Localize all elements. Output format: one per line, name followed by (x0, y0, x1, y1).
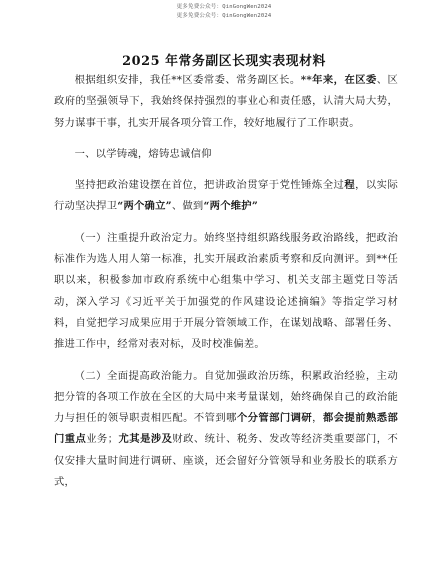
intro-paragraph (54, 70, 398, 134)
p2-text-1: （二）全面提高政治能力。自觉加强政治历练，积累政治经验，主动把分管的各项工作放在全区的大局中来考量谋划，始终确保自己的政治能力与担任的领导职责相匹配。不管到哪 (54, 369, 398, 425)
section-heading-1: 一、以学铸魂，熔铸忠诚信仰 (74, 147, 212, 160)
intro-bold-2: 在区委 (344, 74, 377, 86)
p2-bold-3: 尤其是涉及 (118, 433, 173, 446)
section1-paragraph (54, 175, 398, 218)
paragraph-2 (54, 366, 398, 494)
document-body (54, 70, 398, 493)
s1-bold-2: “两个确立” (117, 200, 172, 213)
s1-text-2: ，以实际行动坚决捍卫 (54, 179, 399, 213)
s1-bold-1: 程 (344, 179, 356, 192)
s1-bold-3: “两个维护” (203, 200, 259, 213)
intro-text-2: 、区政府的坚强领导下，我始终保持强烈的事业心和责任感，认清大局大势，努力谋事干事，扎实开展各项分管工作，较好地履行了工作职责。 (54, 74, 399, 129)
intro-bold-1: **年来， (300, 74, 345, 86)
p2-text-4: 财政、统计、税务、发改等经济类重要部门，不仅安排大量时间进行调研、座谈，还会留好分管领导和业务股长的联系方式， (54, 433, 399, 489)
s1-text-3: 、做到 (171, 200, 204, 213)
watermark-line-1: 更多免费公众号：QinGongWen2024 (176, 4, 272, 10)
p2-bold-1: 个分管部门调研 (236, 412, 313, 425)
intro-text-1: 根据组织安排，我任**区委常委、常务副区长。 (74, 74, 301, 86)
p2-text-2: ， (312, 412, 323, 425)
document-title: 2025 年常务副区长现实表现材料 (122, 54, 326, 69)
paragraph-1: （一）注重提升政治定力。始终坚持组织路线服务政治路线，把政治标准作为选人用人第一标准，扎实开展政治素质考察和反向测评。到**任职以来，积极参加市政府系统中心组集中学习、机关支部主题党日等活动，深入学习《习近平关于加强党的作风建设论述摘编》等指定学习材料，自觉把学习成果应用于开展分管领域工作，在谋划战略、部署任务、推进工作中，经常对表对标，及时校准偏差。 (54, 231, 398, 351)
watermark-line-2: 更多免费公众号：QinGongWen2024 (176, 13, 272, 19)
s1-text-1: 坚持把政治建设摆在首位，把讲政治贯穿于党性锤炼全过 (74, 179, 345, 192)
p2-text-3: 业务； (86, 433, 119, 446)
p2-bold-2: 都会提前熟悉部门重点 (54, 412, 399, 446)
